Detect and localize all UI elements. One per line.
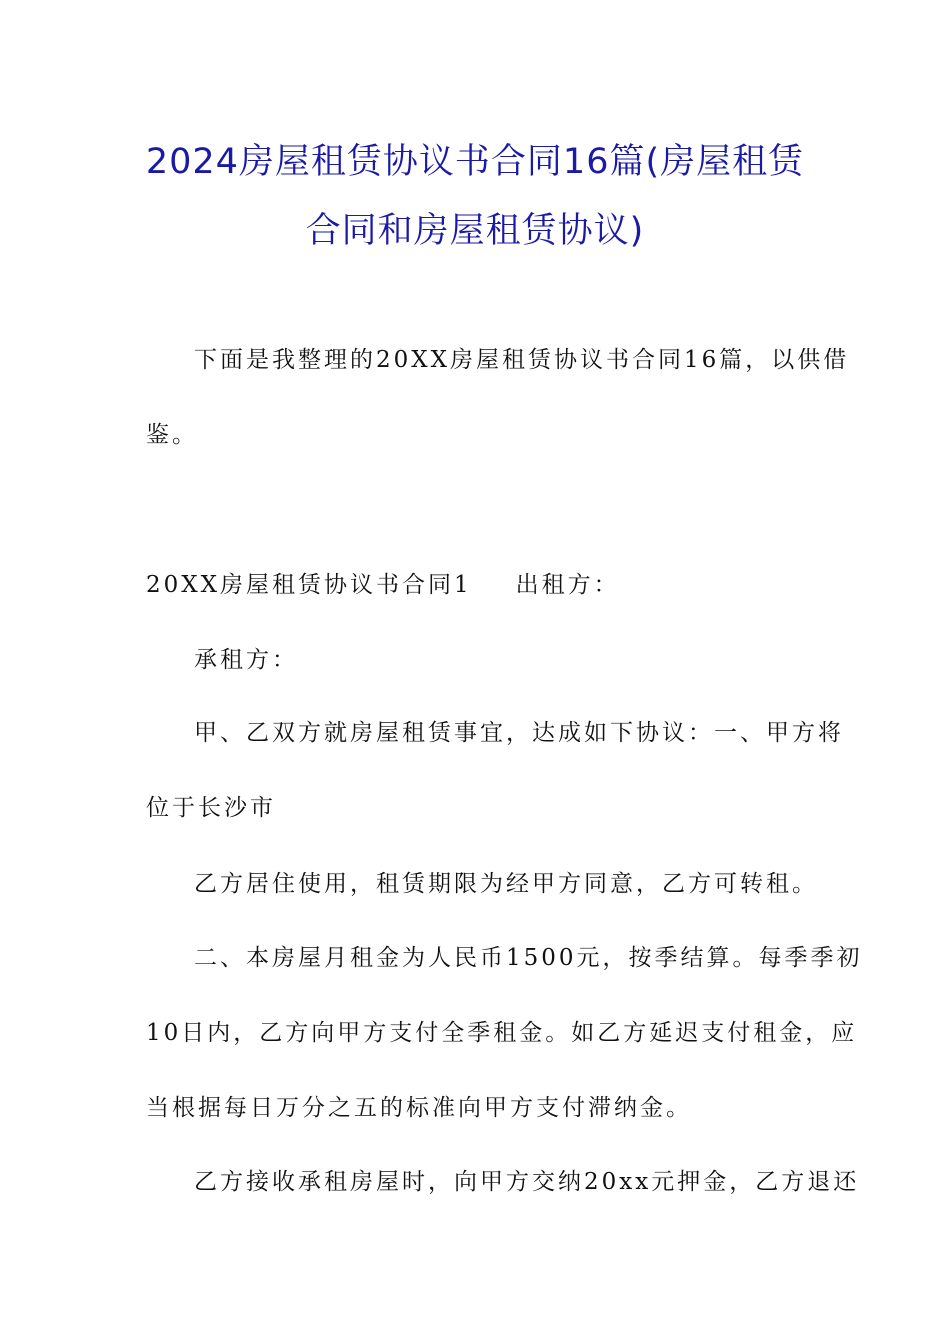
section-heading-row — [146, 570, 620, 600]
document-title-line-2: 合同和房屋租赁协议) — [305, 211, 645, 251]
body-line-6: 当根据每日万分之五的标准向甲方支付滞纳金。 — [146, 1095, 692, 1121]
body-line-2: 位于长沙市 — [146, 795, 276, 821]
body-line-4: 二、本房屋月租金为人民币1500元，按季结算。每季季初 — [194, 945, 863, 971]
intro-line-1: 下面是我整理的20XX房屋租赁协议书合同16篇，以供借 — [194, 347, 850, 373]
lessor-label: 出租方： — [515, 572, 620, 598]
lessee-label: 承租方： — [194, 647, 298, 673]
body-line-5: 10日内，乙方向甲方支付全季租金。如乙方延迟支付租金，应 — [146, 1020, 858, 1046]
body-line-7: 乙方接收承租房屋时，向甲方交纳20xx元押金，乙方退还 — [194, 1169, 860, 1195]
document-title-line-1: 2024房屋租赁协议书合同16篇(房屋租赁 — [145, 142, 805, 182]
section-heading: 20XX房屋租赁协议书合同1 — [146, 572, 472, 598]
intro-line-2: 鉴。 — [146, 422, 198, 448]
body-line-1: 甲、乙双方就房屋租赁事宜，达成如下协议：一、甲方将 — [194, 720, 844, 746]
body-line-3: 乙方居住使用，租赁期限为经甲方同意，乙方可转租。 — [194, 871, 818, 897]
